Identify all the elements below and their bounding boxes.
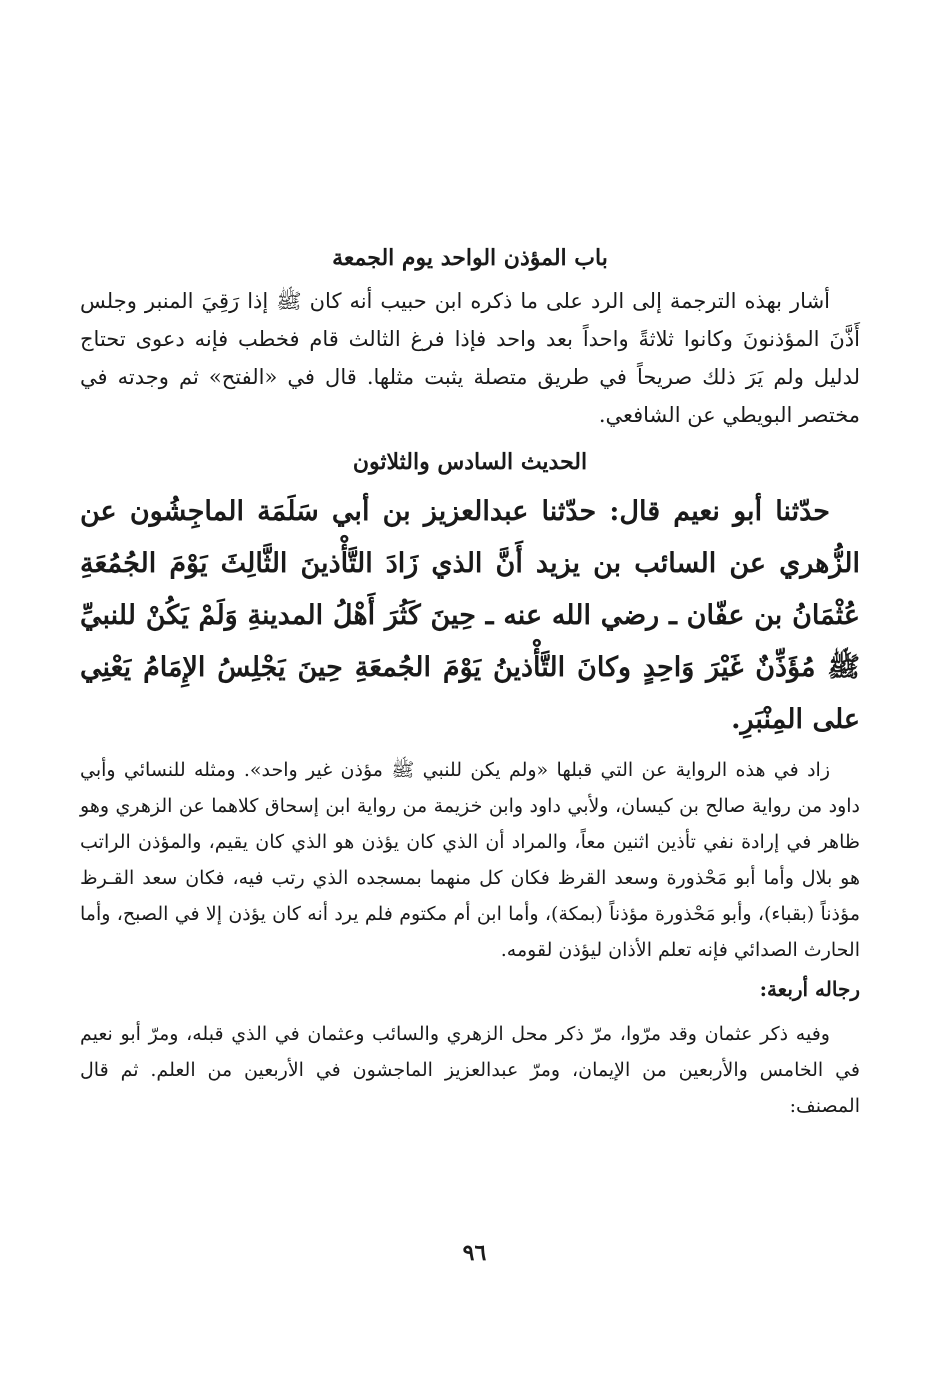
narrators-label: رجاله أربعة:	[759, 977, 860, 1001]
page-number: ٩٦	[462, 1240, 487, 1266]
hadith-heading: الحديث السادس والثلاثون	[352, 449, 588, 475]
commentary-paragraph-1: أشار بهذه الترجمة إلى الرد على ما ذكره ابن حبيب أنه كان ﷺ إذا رَقِيَ المنبر وجلس أَذَّنَ المؤذنونَ وكانوا ثلاثةً واحداً بعد واحد فإذا فرغ الثالث قام فخطب فإنه دعوى تحتاج لدليل ولم يَرَ ذلك صريحاً في طريق متصلة يثبت مثلها. قال في «الفتح» ثم وجدته في مختصر البويطي عن الشافعي.	[80, 289, 860, 427]
hadith-text: حدّثنا أبو نعيم قال: حدّثنا عبدالعزيز بن أبي سَلَمَة الماجِشُون عن الزُّهري عن السائب بن يزيد أَنَّ الذي زَادَ التَّأْذينَ الثَّالِثَ يَوْمَ الجُمُعَةِ عُثْمَانُ بن عفّان ـ رضي الله عنه ـ حِينَ كَثُرَ أَهْلُ المدينةِ وَلَمْ يَكُنْ للنبيِّ ﷺ مُؤَذِّنٌ غَيْرَ وَاحِدٍ وكانَ التَّأْذينُ يَوْمَ الجُمعَةِ حِينَ يَجْلِسُ الإِمَامُ يَعْنِي على المِنْبَرِ.	[80, 496, 861, 735]
page-content	[80, 240, 860, 1124]
commentary-paragraph-2: زاد في هذه الرواية عن التي قبلها «ولم يكن للنبي ﷺ مؤذن غير واحد». ومثله للنسائي وأبي داود من رواية صالح بن كيسان، ولأبي داود وابن خزيمة من رواية ابن إسحاق كلاهما عن الزهري وهو ظاهر في إرادة نفي تأذين اثنين معاً، والمراد أن الذي كان يؤذن هو الذي كان يقيم، والمؤذن الراتب هو بلال وأما أبو مَحْذورة وسعد القرظ فكان كل منهما بمسجده الذي رتب فيه، فكان سعد القـرظ مؤذناً (بقباء)، وأبو مَحْذورة مؤذناً (بمكة)، وأما ابن أم مكتوم فلم يرد أنه كان يؤذن إلا في الصبح، وأما الحارث الصدائي فإنه تعلم الأذان ليؤذن لقومه.	[80, 759, 860, 961]
commentary-paragraph-3: وفيه ذكر عثمان وقد مرّوا، مرّ ذكر محل الزهري والسائب وعثمان في الذي قبله، ومرّ أبو نعيم في الخامس والأربعين من الإيمان، ومرّ عبدالعزيز الماجشون في الأربعين من العلم. ثم قال المصنف:	[80, 1023, 860, 1117]
chapter-heading: باب المؤذن الواحد يوم الجمعة	[332, 245, 608, 271]
